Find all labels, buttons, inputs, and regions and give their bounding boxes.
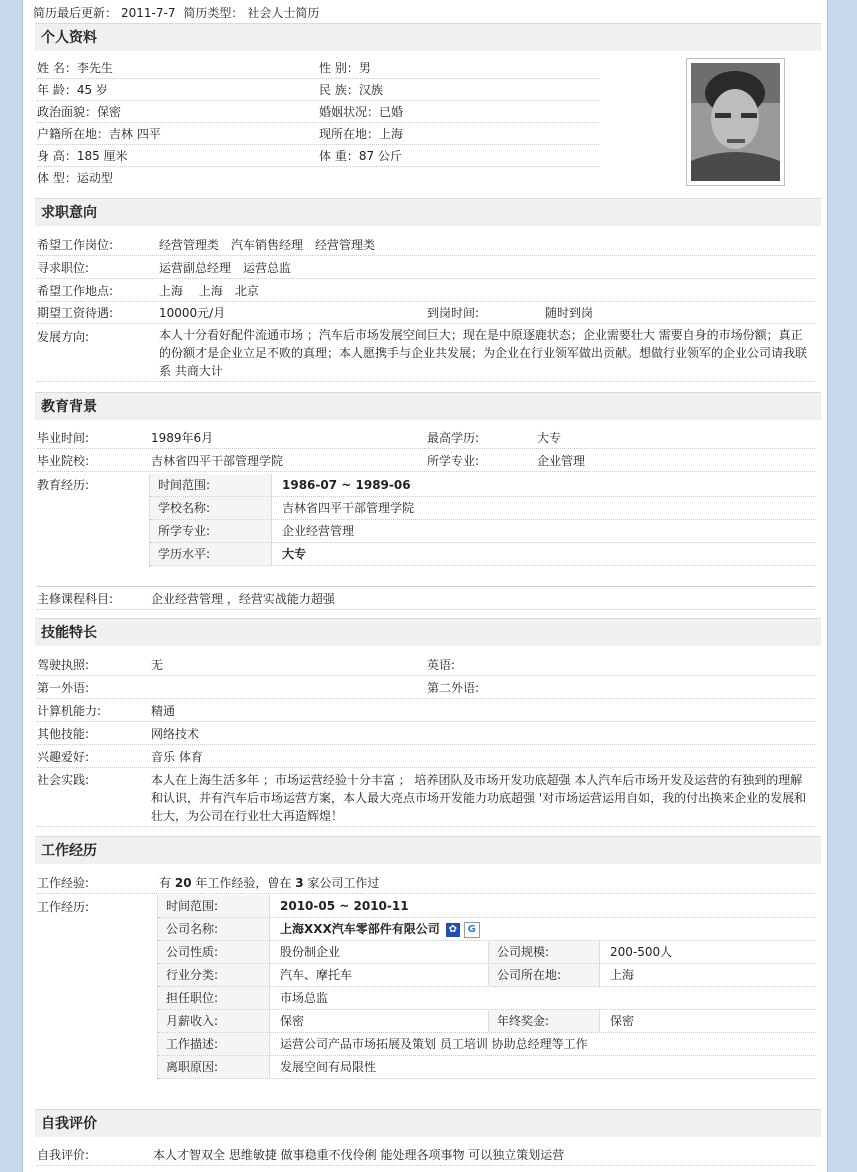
row-political xyxy=(37,101,599,123)
edu-period-row xyxy=(150,474,816,497)
political-field: 政治面貌：保密 xyxy=(37,105,122,119)
hobby-label: 兴趣爱好: xyxy=(37,750,90,764)
section-education: 教育背景 xyxy=(35,392,821,420)
work-role-label: 担任职位: xyxy=(158,987,270,1009)
type-value: 社会人士简历 xyxy=(247,6,320,20)
edu-school-row xyxy=(150,497,816,520)
row-social xyxy=(37,769,815,827)
work-nature-label: 公司性质: xyxy=(158,941,270,963)
weight-field: 体 重：87 公斤 xyxy=(319,149,402,163)
social-label: 社会实践: xyxy=(37,773,90,787)
license-value: 无 xyxy=(151,658,164,672)
edu-exp-table xyxy=(149,474,816,568)
edu-level-label: 学历水平: xyxy=(150,543,272,565)
work-desc-value: 运营公司产品市场拓展及策划 员工培训 协助总经理等工作 xyxy=(280,1037,588,1051)
lang1-label: 第一外语: xyxy=(37,681,90,695)
type-label: 简历类型： xyxy=(183,6,244,20)
school-label: 毕业院校: xyxy=(37,454,90,468)
license-label: 驾驶执照: xyxy=(37,658,90,672)
section-personal: 个人资料 xyxy=(35,23,821,51)
row-build xyxy=(37,167,599,189)
work-salary-label: 月薪收入: xyxy=(158,1010,270,1032)
row-salary xyxy=(37,302,815,324)
position-value: 经营管理类 汽车销售经理 经营管理类 xyxy=(159,238,376,252)
edu-major-row xyxy=(150,520,816,543)
work-scale-label: 公司规模: xyxy=(488,941,600,963)
work-bonus-value: 保密 xyxy=(610,1014,635,1028)
place-label: 希望工作地点: xyxy=(37,284,114,298)
edu-level-value: 大专 xyxy=(282,547,307,561)
work-exp-count: 3 xyxy=(295,876,304,890)
row-other-skills xyxy=(37,723,815,745)
row-work-exp xyxy=(37,872,815,894)
section-self: 自我评价 xyxy=(35,1109,821,1137)
lang2-label: 第二外语: xyxy=(427,681,480,695)
work-leave-row xyxy=(158,1056,816,1079)
row-name xyxy=(37,57,599,79)
work-exp-summary xyxy=(159,872,379,894)
work-bonus-label: 年终奖金: xyxy=(488,1010,600,1032)
row-position xyxy=(37,234,815,256)
edu-major-label: 所学专业: xyxy=(150,520,272,542)
location-field: 现所在地：上海 xyxy=(319,127,404,141)
row-age xyxy=(37,79,599,101)
work-industry-value: 汽车、摩托车 xyxy=(280,968,353,982)
self-value: 本人才智双全 思维敏捷 做事稳重不伐伶俐 能处理各项事物 可以独立策划运营 xyxy=(153,1148,565,1162)
row-grad-time xyxy=(37,427,815,449)
english-label: 英语: xyxy=(427,658,456,672)
row-job xyxy=(37,257,815,279)
work-nature-row xyxy=(158,941,816,964)
section-work: 工作经历 xyxy=(35,836,821,864)
row-languages xyxy=(37,677,815,699)
position-label: 希望工作岗位: xyxy=(37,238,114,252)
other-skills-value: 网络技术 xyxy=(151,727,200,741)
edu-period-label: 时间范围: xyxy=(150,474,272,496)
work-period-value: 2010-05 ~ 2010-11 xyxy=(280,899,409,913)
row-place xyxy=(37,280,815,302)
updated-label: 简历最后更新： xyxy=(33,6,118,20)
work-company-row xyxy=(158,918,816,941)
row-self xyxy=(37,1144,815,1166)
work-exp-label: 工作经验: xyxy=(37,876,90,890)
row-course xyxy=(37,586,815,610)
grad-time-label: 毕业时间: xyxy=(37,431,90,445)
salary-value: 10000元/月 xyxy=(159,306,226,320)
salary-label: 期望工资待遇: xyxy=(37,306,114,320)
work-industry-label: 行业分类: xyxy=(158,964,270,986)
self-label: 自我评价: xyxy=(37,1148,90,1162)
company-name-link[interactable]: 上海XXX汽车零部件有限公司 xyxy=(280,922,440,936)
work-salary-value: 保密 xyxy=(280,1014,305,1028)
edu-school-label: 学校名称: xyxy=(150,497,272,519)
row-license xyxy=(37,654,815,676)
ethnic-field: 民 族：汉族 xyxy=(319,83,383,97)
edu-school-value: 吉林省四平干部管理学院 xyxy=(282,501,415,515)
work-leave-value: 发展空间有局限性 xyxy=(280,1060,377,1074)
portrait-icon xyxy=(691,63,780,181)
work-exp-pre: 有 xyxy=(159,876,172,890)
work-desc-label: 工作描述: xyxy=(158,1033,270,1055)
work-exp-mid: 年工作经验，曾在 xyxy=(195,876,292,890)
work-loc-label: 公司所在地: xyxy=(488,964,600,986)
section-skills: 技能特长 xyxy=(35,618,821,646)
place-value: 上海 上海 北京 xyxy=(159,284,259,298)
degree-value: 大专 xyxy=(537,431,562,445)
arrive-value: 随时到岗 xyxy=(545,306,594,320)
edu-period-value: 1986-07 ~ 1989-06 xyxy=(282,478,411,492)
work-company-cell xyxy=(280,918,480,941)
resume-meta xyxy=(33,4,323,21)
resume-page xyxy=(22,0,828,1172)
work-scale-value: 200-500人 xyxy=(610,945,673,959)
build-field: 体 型：运动型 xyxy=(37,171,113,185)
height-field: 身 高：185 厘米 xyxy=(37,149,128,163)
work-salary-row xyxy=(158,1010,816,1033)
row-school xyxy=(37,450,815,472)
age-field: 年 龄：45 岁 xyxy=(37,83,108,97)
computer-value: 精通 xyxy=(151,704,176,718)
work-industry-row xyxy=(158,964,816,987)
work-exp-years: 20 xyxy=(174,876,192,890)
row-development xyxy=(37,326,815,382)
arrive-label: 到岗时间: xyxy=(427,306,480,320)
baidu-paw-icon[interactable]: ✿ xyxy=(446,923,460,937)
school-value: 吉林省四平干部管理学院 xyxy=(151,454,284,468)
row-hobby xyxy=(37,746,815,768)
work-loc-value: 上海 xyxy=(610,968,635,982)
work-role-row xyxy=(158,987,816,1010)
other-skills-label: 其他技能: xyxy=(37,727,90,741)
job-value: 运营副总经理 运营总监 xyxy=(159,261,292,275)
work-period-label: 时间范围: xyxy=(158,895,270,917)
row-height xyxy=(37,145,599,167)
hobby-value: 音乐 体育 xyxy=(151,750,203,764)
work-company-label: 公司名称: xyxy=(158,918,270,940)
work-leave-label: 离职原因: xyxy=(158,1056,270,1078)
grad-time-value: 1989年6月 xyxy=(151,431,214,445)
row-computer xyxy=(37,700,815,722)
portrait-image xyxy=(691,63,780,181)
job-label: 寻求职位: xyxy=(37,261,90,275)
course-label: 主修课程科目: xyxy=(37,592,114,606)
name-field: 姓 名：李先生 xyxy=(37,61,113,75)
work-period-row xyxy=(158,895,816,918)
dev-label: 发展方向: xyxy=(37,330,90,344)
work-exp-post: 家公司工作过 xyxy=(307,876,380,890)
hukou-field: 户籍所在地：吉林 四平 xyxy=(37,127,161,141)
dev-value: 本人十分看好配件流通市场 ；汽车后市场发展空间巨大；现在是中原逐鹿状态；企业需要壮大 需要自身的市场份额；真正的份额才是企业立足不败的真理；本人愿携手与企业共发展；为企业在行业领军做出贡献。想做行业领军的企业公司请我联系 共商大计 xyxy=(159,328,808,378)
marital-field: 婚姻状况：已婚 xyxy=(319,105,404,119)
edu-exp-label: 教育经历: xyxy=(37,478,90,492)
gender-field: 性 别：男 xyxy=(319,61,371,75)
social-value: 本人在上海生活多年 ；市场运营经验十分丰富 ； 培养团队及市场开发功底超强 本人汽车后市场开发及运营的有独到的理解和认识，并有汽车后市场运营方案，本人最大亮点市场开发能力功底超强 '对市场运营运用自如，我的付出换来企业的发展和壮大，为公司在行业壮大再造辉煌！ xyxy=(151,773,807,823)
work-hist-label: 工作经历: xyxy=(37,900,90,914)
google-g-icon[interactable]: G xyxy=(464,922,480,938)
course-value: 企业经营管理 ，经营实战能力超强 xyxy=(151,592,335,606)
profile-photo xyxy=(686,58,785,186)
section-intent: 求职意向 xyxy=(35,198,821,226)
work-nature-value: 股份制企业 xyxy=(280,945,341,959)
work-role-value: 市场总监 xyxy=(280,991,329,1005)
work-hist-table xyxy=(157,895,816,1080)
degree-label: 最高学历: xyxy=(427,431,480,445)
computer-label: 计算机能力: xyxy=(37,704,102,718)
major-value: 企业管理 xyxy=(537,454,586,468)
edu-major-value: 企业经营管理 xyxy=(282,524,355,538)
major-label: 所学专业: xyxy=(427,454,480,468)
work-desc-row xyxy=(158,1033,816,1056)
edu-level-row xyxy=(150,543,816,566)
row-hukou xyxy=(37,123,599,145)
updated-value: 2011-7-7 xyxy=(121,6,176,20)
